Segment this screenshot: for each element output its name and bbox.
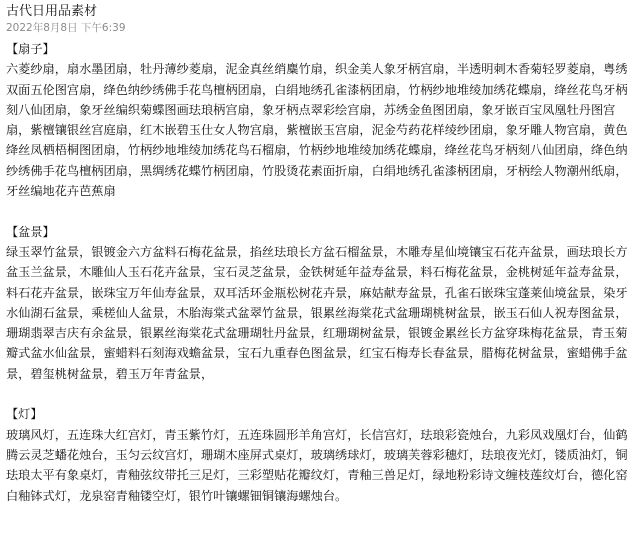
section-text-bonsai: 绿玉翠竹盆景，银镀金六方盆料石梅花盆景，掐丝珐琅长方盆石榴盆景，木雕寿星仙境镶宝石花卉盆景，画珐琅长方盆玉兰盆景，木雕仙人玉石花卉盆景，宝石灵芝盆景，金铁树延年益寿盆景，料石梅花盆景，金桃树延年益寿盆景，料石花卉盆景，嵌珠宝万年仙寿盆景，双耳活环金瓶松树花卉景，麻姑献寿盆景，孔雀石嵌珠宝蓬莱仙境盆景，染牙水仙湖石盆景，乘槎仙人盆景，木胎海棠式盆翠竹盆景，银累丝海棠花式盆珊瑚桃树盆景，嵌玉石仙人祝寿图盆景，珊瑚翡翠吉庆有余盆景，银累丝海棠花式盆珊瑚牡丹盆景，红珊瑚树盆景，银镀金累丝长方盆穿珠梅花盆景，青玉菊瓣式盆水仙盆景，蜜蜡料石刻海戏蟾盆景，宝石九重春色图盆景，红宝石梅寿长春盆景，腊梅花树盆景，蜜蜡佛手盆景，碧玺桃树盆景，碧玉万年青盆景， (6, 244, 628, 381)
section-heading-fans: 【扇子】 (6, 42, 55, 56)
blank-line (6, 384, 630, 404)
note-body[interactable] (6, 39, 630, 506)
section-heading-bonsai: 【盆景】 (6, 224, 55, 239)
section-text-fans: 六菱纱扇，扇水墨团扇，牡丹薄纱菱扇，泥金真丝绡麋竹扇，织金美人象牙柄宫扇，半透明刺木香菊轻罗菱扇，粤绣双面五伦图宫扇，绛色纳纱绣佛手花鸟檀柄团扇，白绢地绣孔雀漆柄团扇，竹柄纱地堆绫加绣花蝶扇，绛丝花鸟牙柄刻八仙团扇，象牙丝编织菊蝶图画珐琅柄宫扇，象牙柄点翠彩绘宫扇，苏绣金鱼图团扇，象牙嵌百宝凤凰牡丹图宫扇，紫檀镶银丝宫庭扇，红木嵌碧玉仕女人物宫扇，紫檀嵌玉宫扇，泥金芍药花样绫纱团扇，象牙雕人物宫扇，黄色绛丝凤栖梧桐图团扇，竹柄纱地堆绫加绣花鸟石榴扇，竹柄纱地堆绫加绣花蝶扇，绛丝花鸟牙柄刻八仙团扇，绛色纳纱绣佛手花鸟檀柄团扇，黑绸绣花蝶竹柄团扇，竹股烫花素面折扇，白绢地绣孔雀漆柄团扇，牙柄绘人物潮州纸扇，牙丝编地花卉芭蕉扇 (6, 62, 628, 199)
note-date: 2022年8月8日 下午6:39 (6, 22, 126, 34)
blank-line (6, 201, 630, 221)
section-text-lamps: 玻璃风灯，五连珠大红宫灯，青玉紫竹灯，五连珠圆形羊角宫灯，长信宫灯，珐琅彩瓷烛台，九彩凤戏凰灯台，仙鹤腾云灵芝蟠花烛台，玉匀云纹宫灯，珊瑚木座屏式桌灯，玻璃绣球灯，玻璃芙蓉彩穗灯，珐琅夜光灯，镂质油灯，铜珐琅太平有象桌灯，青釉弦纹带托三足灯，三彩塑贴花瓣纹灯，青釉三兽足灯，绿地粉彩诗文缠枝莲纹灯台，德化窑白釉钵式灯，龙泉窑青釉镂空灯，银竹叶镶螺钿铜镶海螺烛台。 (6, 427, 628, 503)
section-heading-lamps: 【灯】 (6, 407, 43, 422)
note-title[interactable]: 古代日用品素材 (6, 4, 98, 19)
